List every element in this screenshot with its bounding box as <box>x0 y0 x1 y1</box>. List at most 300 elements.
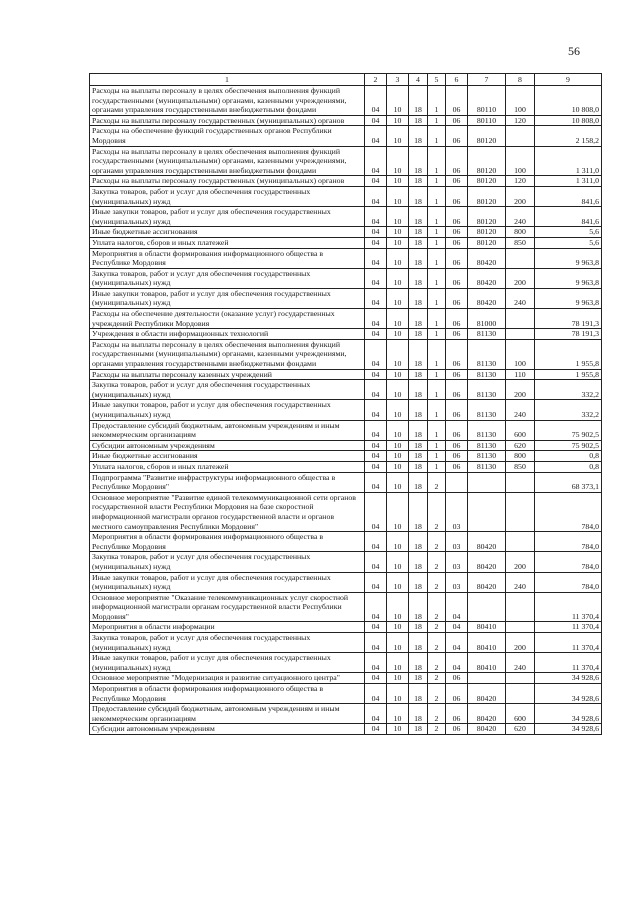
activity-code: 06 <box>446 400 468 420</box>
subprogram-code: 2 <box>428 532 446 552</box>
expense-type-code: 200 <box>506 268 535 288</box>
activity-code: 04 <box>446 633 468 653</box>
expense-direction-code: 80420 <box>468 704 506 724</box>
section-code: 04 <box>365 532 387 552</box>
subprogram-code: 1 <box>428 186 446 206</box>
row-description: Предоставление субсидий бюджетным, автономным учреждениям и иным некоммерческим организациям <box>90 704 365 724</box>
activity-code: 03 <box>446 572 468 592</box>
activity-code: 06 <box>446 186 468 206</box>
row-description: Иные закупки товаров, работ и услуг для обеспечения государственных (муниципальных) нужд <box>90 288 365 308</box>
activity-code: 06 <box>446 380 468 400</box>
amount: 10 808,0 <box>535 115 602 126</box>
row-description: Мероприятия в области информации <box>90 622 365 633</box>
program-code: 18 <box>409 237 428 248</box>
expense-type-code: 240 <box>506 207 535 227</box>
row-description: Иные закупки товаров, работ и услуг для обеспечения государственных (муниципальных) нужд <box>90 653 365 673</box>
subsection-code: 10 <box>387 461 409 472</box>
subprogram-code: 1 <box>428 126 446 146</box>
expense-direction-code: 81130 <box>468 451 506 462</box>
row-description: Предоставление субсидий бюджетным, автономным учреждениям и иным некоммерческим организациям <box>90 420 365 440</box>
section-code: 04 <box>365 704 387 724</box>
row-description: Основное мероприятие "Модернизация и развитие ситуационного центра" <box>90 673 365 684</box>
table-row <box>90 146 602 176</box>
row-description: Закупка товаров, работ и услуг для обеспечения государственных (муниципальных) нужд <box>90 186 365 206</box>
section-code: 04 <box>365 86 387 116</box>
header-cell: 5 <box>428 74 446 86</box>
expense-type-code <box>506 492 535 531</box>
expense-direction-code: 80110 <box>468 86 506 116</box>
amount: 841,6 <box>535 186 602 206</box>
expense-type-code: 110 <box>506 369 535 380</box>
activity-code: 03 <box>446 532 468 552</box>
table-row <box>90 472 602 492</box>
header-cell: 9 <box>535 74 602 86</box>
amount: 1 955,8 <box>535 369 602 380</box>
row-description: Основное мероприятие "Оказание телекоммуникационных услуг скоростной информационной магистрали органам государственной власти Республики Мордовия" <box>90 592 365 622</box>
table-row <box>90 309 602 329</box>
expense-direction-code: 80420 <box>468 532 506 552</box>
program-code: 18 <box>409 268 428 288</box>
activity-code: 06 <box>446 176 468 187</box>
table-row <box>90 248 602 268</box>
amount: 1 955,8 <box>535 339 602 369</box>
amount: 9 963,8 <box>535 288 602 308</box>
section-code: 04 <box>365 461 387 472</box>
expense-type-code: 620 <box>506 724 535 735</box>
amount: 784,0 <box>535 492 602 531</box>
amount: 841,6 <box>535 207 602 227</box>
program-code: 18 <box>409 339 428 369</box>
amount: 34 928,6 <box>535 684 602 704</box>
program-code: 18 <box>409 461 428 472</box>
row-description: Закупка товаров, работ и услуг для обеспечения государственных (муниципальных) нужд <box>90 380 365 400</box>
subsection-code: 10 <box>387 369 409 380</box>
subsection-code: 10 <box>387 704 409 724</box>
table-row <box>90 461 602 472</box>
program-code: 18 <box>409 369 428 380</box>
program-code: 18 <box>409 724 428 735</box>
activity-code: 06 <box>446 339 468 369</box>
expense-type-code: 200 <box>506 552 535 572</box>
amount: 34 928,6 <box>535 704 602 724</box>
expense-direction-code: 80420 <box>468 288 506 308</box>
expense-direction-code: 81130 <box>468 461 506 472</box>
expense-type-code: 240 <box>506 288 535 308</box>
subprogram-code: 2 <box>428 572 446 592</box>
row-description: Иные закупки товаров, работ и услуг для обеспечения государственных (муниципальных) нужд <box>90 400 365 420</box>
subsection-code: 10 <box>387 86 409 116</box>
subsection-code: 10 <box>387 329 409 340</box>
table-row <box>90 592 602 622</box>
program-code: 18 <box>409 572 428 592</box>
program-code: 18 <box>409 86 428 116</box>
row-description: Подпрограмма "Развитие инфраструктуры информационного общества в Республике Мордовия" <box>90 472 365 492</box>
subprogram-code: 1 <box>428 420 446 440</box>
expense-type-code <box>506 592 535 622</box>
section-code: 04 <box>365 207 387 227</box>
table-row <box>90 400 602 420</box>
activity-code: 06 <box>446 86 468 116</box>
program-code: 18 <box>409 684 428 704</box>
subprogram-code: 2 <box>428 724 446 735</box>
table-row <box>90 86 602 116</box>
activity-code: 06 <box>446 309 468 329</box>
table-row <box>90 227 602 238</box>
table-row <box>90 622 602 633</box>
subsection-code: 10 <box>387 146 409 176</box>
section-code: 04 <box>365 329 387 340</box>
section-code: 04 <box>365 724 387 735</box>
table-row <box>90 673 602 684</box>
amount: 2 158,2 <box>535 126 602 146</box>
expense-direction-code: 80420 <box>468 268 506 288</box>
subprogram-code: 2 <box>428 653 446 673</box>
activity-code: 06 <box>446 146 468 176</box>
subsection-code: 10 <box>387 633 409 653</box>
program-code: 18 <box>409 248 428 268</box>
expense-type-code <box>506 309 535 329</box>
activity-code: 06 <box>446 673 468 684</box>
table-row <box>90 268 602 288</box>
subsection-code: 10 <box>387 552 409 572</box>
expense-direction-code <box>468 673 506 684</box>
expense-direction-code: 80420 <box>468 572 506 592</box>
subsection-code: 10 <box>387 684 409 704</box>
section-code: 04 <box>365 126 387 146</box>
expense-direction-code <box>468 592 506 622</box>
section-code: 04 <box>365 572 387 592</box>
program-code: 18 <box>409 288 428 308</box>
program-code: 18 <box>409 420 428 440</box>
amount: 34 928,6 <box>535 724 602 735</box>
row-description: Основное мероприятие "Развитие единой телекоммуникационной сети органов государственной власти Республики Мордовия на базе скоростной информационной магистрали органов государственной власти и органов местного самоуправления Республики Мордовия" <box>90 492 365 531</box>
subprogram-code: 1 <box>428 86 446 116</box>
subsection-code: 10 <box>387 380 409 400</box>
table-row <box>90 532 602 552</box>
activity-code: 06 <box>446 684 468 704</box>
amount: 784,0 <box>535 552 602 572</box>
subprogram-code: 2 <box>428 552 446 572</box>
budget-table <box>89 73 602 735</box>
expense-direction-code: 81130 <box>468 339 506 369</box>
subprogram-code: 1 <box>428 309 446 329</box>
activity-code: 06 <box>446 440 468 451</box>
expense-type-code: 120 <box>506 115 535 126</box>
amount: 75 902,5 <box>535 440 602 451</box>
expense-direction-code <box>468 472 506 492</box>
subprogram-code: 1 <box>428 451 446 462</box>
section-code: 04 <box>365 227 387 238</box>
amount: 5,6 <box>535 237 602 248</box>
subsection-code: 10 <box>387 115 409 126</box>
expense-type-code <box>506 472 535 492</box>
expense-direction-code: 81000 <box>468 309 506 329</box>
section-code: 04 <box>365 268 387 288</box>
section-code: 04 <box>365 592 387 622</box>
header-row <box>90 74 602 86</box>
program-code: 18 <box>409 673 428 684</box>
subprogram-code: 2 <box>428 673 446 684</box>
program-code: 18 <box>409 552 428 572</box>
program-code: 18 <box>409 329 428 340</box>
expense-direction-code: 80120 <box>468 126 506 146</box>
table-row <box>90 186 602 206</box>
row-description: Субсидии автономным учреждениям <box>90 440 365 451</box>
activity-code: 06 <box>446 369 468 380</box>
row-description: Закупка товаров, работ и услуг для обеспечения государственных (муниципальных) нужд <box>90 552 365 572</box>
section-code: 04 <box>365 684 387 704</box>
amount: 68 373,1 <box>535 472 602 492</box>
row-description: Расходы на выплаты персоналу казенных учреждений <box>90 369 365 380</box>
page-number: 56 <box>568 44 580 58</box>
subprogram-code: 1 <box>428 461 446 472</box>
table-row <box>90 684 602 704</box>
table-row <box>90 176 602 187</box>
program-code: 18 <box>409 186 428 206</box>
row-description: Закупка товаров, работ и услуг для обеспечения государственных (муниципальных) нужд <box>90 268 365 288</box>
program-code: 18 <box>409 309 428 329</box>
subsection-code: 10 <box>387 572 409 592</box>
row-description: Расходы на выплаты персоналу в целях обеспечения выполнения функций государственными (муниципальными) органами, казенными учреждениями, органами управления государственными внебюджетными фондами <box>90 146 365 176</box>
expense-type-code <box>506 126 535 146</box>
program-code: 18 <box>409 592 428 622</box>
subprogram-code: 2 <box>428 492 446 531</box>
subprogram-code: 1 <box>428 237 446 248</box>
subprogram-code: 2 <box>428 684 446 704</box>
row-description: Расходы на обеспечение деятельности (оказание услуг) государственных учреждений Республики Мордовия <box>90 309 365 329</box>
section-code: 04 <box>365 440 387 451</box>
expense-direction-code: 80410 <box>468 633 506 653</box>
subsection-code: 10 <box>387 532 409 552</box>
program-code: 18 <box>409 146 428 176</box>
subsection-code: 10 <box>387 592 409 622</box>
expense-type-code: 240 <box>506 572 535 592</box>
program-code: 18 <box>409 115 428 126</box>
subsection-code: 10 <box>387 126 409 146</box>
subprogram-code: 1 <box>428 207 446 227</box>
subprogram-code: 1 <box>428 268 446 288</box>
subprogram-code: 1 <box>428 288 446 308</box>
activity-code: 06 <box>446 268 468 288</box>
row-description: Учреждения в области информационных технологий <box>90 329 365 340</box>
subprogram-code: 1 <box>428 380 446 400</box>
expense-direction-code: 81130 <box>468 400 506 420</box>
table-row <box>90 339 602 369</box>
table-row <box>90 653 602 673</box>
activity-code: 03 <box>446 552 468 572</box>
header-cell: 7 <box>468 74 506 86</box>
table-row <box>90 126 602 146</box>
activity-code <box>446 472 468 492</box>
subsection-code: 10 <box>387 288 409 308</box>
amount: 75 902,5 <box>535 420 602 440</box>
section-code: 04 <box>365 472 387 492</box>
amount: 0,8 <box>535 451 602 462</box>
subsection-code: 10 <box>387 472 409 492</box>
amount: 0,8 <box>535 461 602 472</box>
expense-type-code <box>506 329 535 340</box>
row-description: Уплата налогов, сборов и иных платежей <box>90 237 365 248</box>
section-code: 04 <box>365 146 387 176</box>
table-row <box>90 451 602 462</box>
activity-code: 06 <box>446 461 468 472</box>
expense-type-code: 240 <box>506 653 535 673</box>
activity-code: 06 <box>446 237 468 248</box>
activity-code: 04 <box>446 653 468 673</box>
row-description: Расходы на обеспечение функций государственных органов Республики Мордовия <box>90 126 365 146</box>
activity-code: 03 <box>446 492 468 531</box>
expense-direction-code: 80120 <box>468 237 506 248</box>
expense-direction-code: 80420 <box>468 684 506 704</box>
amount: 5,6 <box>535 227 602 238</box>
expense-direction-code: 81130 <box>468 420 506 440</box>
expense-type-code <box>506 248 535 268</box>
activity-code: 06 <box>446 115 468 126</box>
program-code: 18 <box>409 440 428 451</box>
amount: 78 191,3 <box>535 309 602 329</box>
program-code: 18 <box>409 472 428 492</box>
activity-code: 06 <box>446 207 468 227</box>
amount: 332,2 <box>535 380 602 400</box>
row-description: Закупка товаров, работ и услуг для обеспечения государственных (муниципальных) нужд <box>90 633 365 653</box>
activity-code: 06 <box>446 420 468 440</box>
expense-type-code: 800 <box>506 227 535 238</box>
table-row <box>90 572 602 592</box>
program-code: 18 <box>409 126 428 146</box>
program-code: 18 <box>409 400 428 420</box>
subsection-code: 10 <box>387 237 409 248</box>
header-cell: 2 <box>365 74 387 86</box>
section-code: 04 <box>365 115 387 126</box>
expense-direction-code: 80420 <box>468 248 506 268</box>
expense-type-code: 100 <box>506 86 535 116</box>
subsection-code: 10 <box>387 227 409 238</box>
program-code: 18 <box>409 176 428 187</box>
expense-direction-code: 80420 <box>468 552 506 572</box>
table-row <box>90 492 602 531</box>
subsection-code: 10 <box>387 400 409 420</box>
expense-direction-code: 80120 <box>468 146 506 176</box>
expense-type-code: 200 <box>506 633 535 653</box>
subprogram-code: 1 <box>428 176 446 187</box>
subsection-code: 10 <box>387 248 409 268</box>
table-row <box>90 633 602 653</box>
expense-type-code: 120 <box>506 176 535 187</box>
table-row <box>90 380 602 400</box>
amount: 34 928,6 <box>535 673 602 684</box>
activity-code: 06 <box>446 724 468 735</box>
section-code: 04 <box>365 248 387 268</box>
subprogram-code: 1 <box>428 227 446 238</box>
subsection-code: 10 <box>387 440 409 451</box>
expense-direction-code: 80420 <box>468 724 506 735</box>
subprogram-code: 2 <box>428 592 446 622</box>
expense-type-code: 620 <box>506 440 535 451</box>
expense-type-code: 600 <box>506 420 535 440</box>
program-code: 18 <box>409 653 428 673</box>
expense-type-code <box>506 622 535 633</box>
row-description: Мероприятия в области формирования информационного общества в Республике Мордовия <box>90 248 365 268</box>
row-description: Мероприятия в области формирования информационного общества в Республике Мордовия <box>90 532 365 552</box>
row-description: Иные бюджетные ассигнования <box>90 227 365 238</box>
expense-direction-code: 81130 <box>468 329 506 340</box>
activity-code: 06 <box>446 704 468 724</box>
row-description: Расходы на выплаты персоналу государственных (муниципальных) органов <box>90 176 365 187</box>
section-code: 04 <box>365 380 387 400</box>
section-code: 04 <box>365 653 387 673</box>
row-description: Мероприятия в области формирования информационного общества в Республике Мордовия <box>90 684 365 704</box>
subsection-code: 10 <box>387 451 409 462</box>
amount: 9 963,8 <box>535 268 602 288</box>
subsection-code: 10 <box>387 420 409 440</box>
table-row <box>90 115 602 126</box>
expense-type-code <box>506 684 535 704</box>
subprogram-code: 2 <box>428 704 446 724</box>
row-description: Субсидии автономным учреждениям <box>90 724 365 735</box>
table-row <box>90 288 602 308</box>
subprogram-code: 2 <box>428 472 446 492</box>
expense-direction-code <box>468 492 506 531</box>
subsection-code: 10 <box>387 186 409 206</box>
amount: 9 963,8 <box>535 248 602 268</box>
subsection-code: 10 <box>387 339 409 369</box>
activity-code: 06 <box>446 288 468 308</box>
activity-code: 06 <box>446 126 468 146</box>
expense-type-code: 800 <box>506 451 535 462</box>
expense-direction-code: 80120 <box>468 176 506 187</box>
expense-direction-code: 80120 <box>468 227 506 238</box>
amount: 1 311,0 <box>535 176 602 187</box>
table-row <box>90 207 602 227</box>
subsection-code: 10 <box>387 724 409 735</box>
header-cell: 1 <box>90 74 365 86</box>
expense-direction-code: 81130 <box>468 380 506 400</box>
activity-code: 06 <box>446 329 468 340</box>
amount: 10 808,0 <box>535 86 602 116</box>
section-code: 04 <box>365 451 387 462</box>
expense-direction-code: 80120 <box>468 186 506 206</box>
expense-type-code: 200 <box>506 186 535 206</box>
amount: 78 191,3 <box>535 329 602 340</box>
expense-direction-code: 80110 <box>468 115 506 126</box>
program-code: 18 <box>409 451 428 462</box>
subprogram-code: 1 <box>428 146 446 176</box>
section-code: 04 <box>365 369 387 380</box>
subprogram-code: 1 <box>428 115 446 126</box>
table-row <box>90 724 602 735</box>
section-code: 04 <box>365 673 387 684</box>
row-description: Иные закупки товаров, работ и услуг для обеспечения государственных (муниципальных) нужд <box>90 207 365 227</box>
subprogram-code: 1 <box>428 329 446 340</box>
header-cell: 3 <box>387 74 409 86</box>
header-cell: 6 <box>446 74 468 86</box>
table-row <box>90 552 602 572</box>
row-description: Расходы на выплаты персоналу в целях обеспечения выполнения функций государственными (муниципальными) органами, казенными учреждениями, органами управления государственными внебюджетными фондами <box>90 339 365 369</box>
expense-type-code: 100 <box>506 339 535 369</box>
expense-type-code <box>506 673 535 684</box>
row-description: Расходы на выплаты персоналу государственных (муниципальных) органов <box>90 115 365 126</box>
expense-direction-code: 80410 <box>468 622 506 633</box>
program-code: 18 <box>409 380 428 400</box>
section-code: 04 <box>365 633 387 653</box>
activity-code: 04 <box>446 622 468 633</box>
subprogram-code: 1 <box>428 440 446 451</box>
section-code: 04 <box>365 186 387 206</box>
expense-direction-code: 81130 <box>468 440 506 451</box>
activity-code: 06 <box>446 227 468 238</box>
program-code: 18 <box>409 532 428 552</box>
expense-direction-code: 80120 <box>468 207 506 227</box>
